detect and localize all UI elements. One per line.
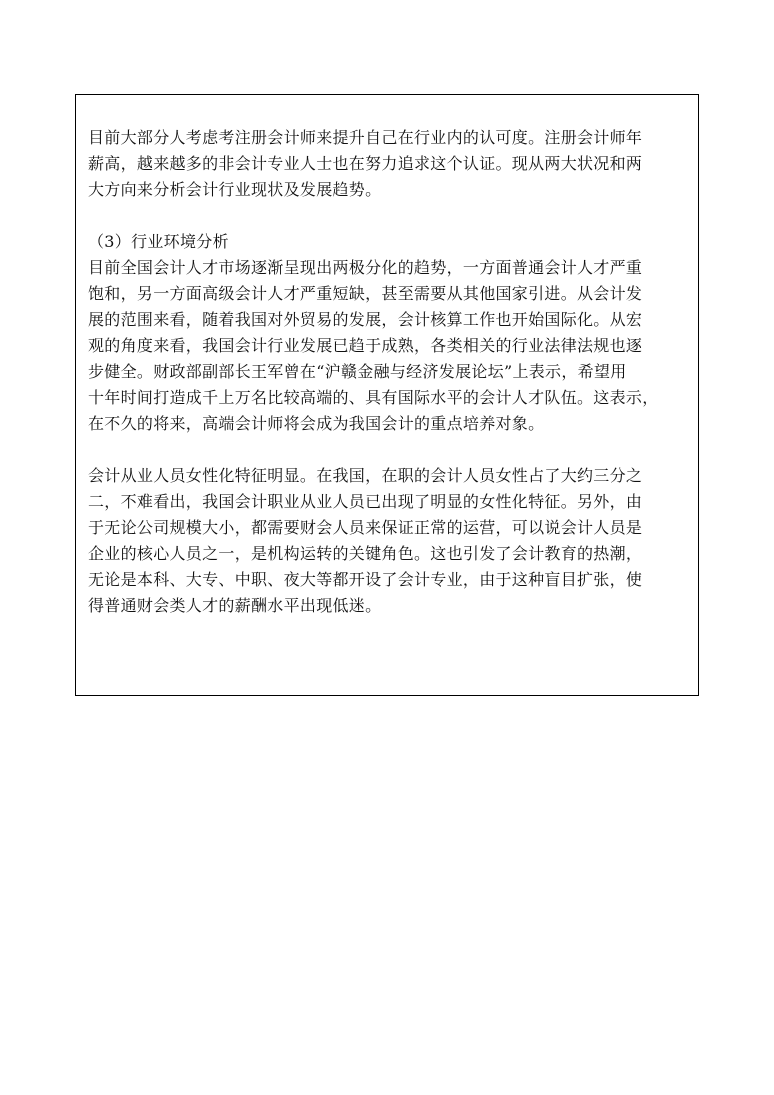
text-line: 观的角度来看，我国会计行业发展已趋于成熟，各类相关的行业法律法规也逐 — [88, 336, 643, 355]
document-frame — [75, 94, 699, 696]
text-line: 目前全国会计人才市场逐渐呈现出两极分化的趋势，一方面普通会计人才严重 — [88, 258, 643, 277]
document-content — [88, 125, 686, 619]
intro-paragraph — [88, 125, 686, 203]
text-line: 在不久的将来，高端会计师将会成为我国会计的重点培养对象。 — [88, 414, 545, 433]
text-line: 目前大部分人考虑考注册会计师来提升自己在行业内的认可度。注册会计师年 — [88, 128, 643, 147]
industry-environment-paragraph — [88, 255, 686, 437]
paragraph-gap — [88, 203, 686, 229]
text-line: 得普通财会类人才的薪酬水平出现低迷。 — [88, 596, 382, 615]
text-line: 会计从业人员女性化特征明显。在我国，在职的会计人员女性占了大约三分之 — [88, 466, 643, 485]
text-line: 薪高，越来越多的非会计专业人士也在努力追求这个认证。现从两大状况和两 — [88, 154, 643, 173]
text-line: 于无论公司规模大小，都需要财会人员来保证正常的运营，可以说会计人员是 — [88, 518, 643, 537]
section-heading — [88, 229, 686, 255]
text-line: 展的范围来看，随着我国对外贸易的发展，会计核算工作也开始国际化。从宏 — [88, 310, 643, 329]
paragraph-gap — [88, 437, 686, 463]
gender-feature-paragraph — [88, 463, 686, 619]
text-line: 饱和，另一方面高级会计人才严重短缺，甚至需要从其他国家引进。从会计发 — [88, 284, 643, 303]
text-line: 企业的核心人员之一，是机构运转的关键角色。这也引发了会计教育的热潮， — [88, 544, 643, 563]
text-line: 步健全。财政部副部长王军曾在“沪赣金融与经济发展论坛”上表示，希望用 — [88, 362, 627, 381]
text-line: 无论是本科、大专、中职、夜大等都开设了会计专业，由于这种盲目扩张，使 — [88, 570, 643, 589]
text-line: 十年时间打造成千上万名比较高端的、具有国际水平的会计人才队伍。这表示， — [88, 388, 659, 407]
text-line: 二，不难看出，我国会计职业从业人员已出现了明显的女性化特征。另外，由 — [88, 492, 643, 511]
section-heading-text: （3）行业环境分析 — [88, 232, 229, 251]
text-line: 大方向来分析会计行业现状及发展趋势。 — [88, 180, 382, 199]
